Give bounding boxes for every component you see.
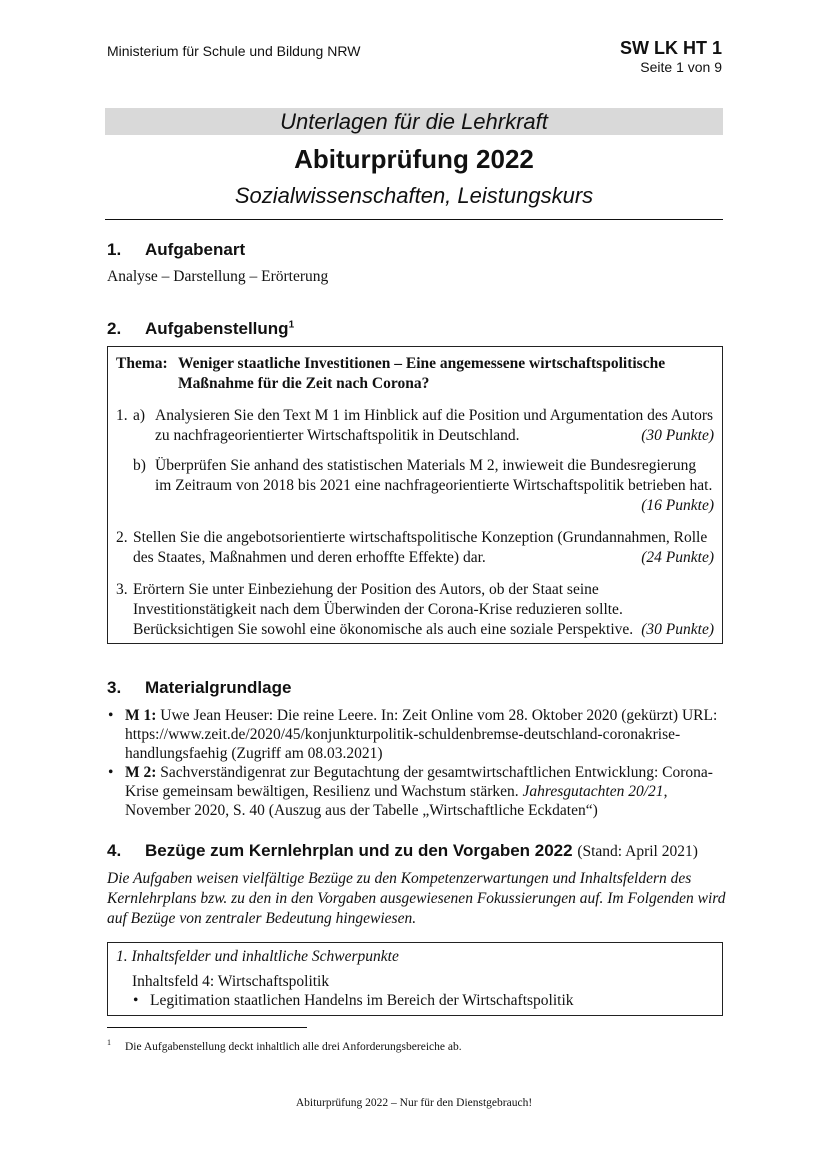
material-item: • M 1: Uwe Jean Heuser: Die reine Leere. In: Zeit Online vom 28. Oktober 2020 (gekürzt) URL: https://www.zeit.de/2020/45/konjunkturpolitik-schuldenbremse-deutschland-coronakrise-handlungsfaehig (Zugriff am 08.03.2021)	[107, 706, 723, 763]
header-right	[620, 38, 722, 75]
task-1a: a) Analysieren Sie den Text M 1 im Hinblick auf die Position und Argumentation des Autors zu nachfrageorientierter Wirtschaftspolitik in Deutschland. (30 Punkte)	[133, 407, 714, 444]
exam-code: SW LK HT 1	[620, 38, 722, 58]
materials-list	[107, 706, 723, 820]
focus-list	[116, 991, 714, 1010]
content-field: Inhaltsfeld 4: Wirtschaftspolitik	[132, 973, 330, 990]
page-title: Abiturprüfung 2022	[294, 144, 534, 174]
section-3	[107, 678, 723, 820]
section-heading: 3. Materialgrundlage	[107, 678, 292, 697]
page-subtitle: Sozialwissenschaften, Leistungskurs	[234, 183, 594, 208]
material-item: • M 2: Sachverständigenrat zur Begutachtung der gesamtwirtschaftlichen Entwicklung: Corona-Krise gemeinsam bewältigen, Resilienz und Wachstum stärken. Jahresgutachten 20/21, November 2020, S. 40 (Auszug aus der Tabelle „Wirtschaftliche Eckdaten“)	[107, 763, 723, 820]
section-heading: 1. Aufgabenart	[107, 240, 246, 259]
curriculum-box	[107, 942, 723, 1016]
banner: Unterlagen für die Lehrkraft	[105, 108, 723, 135]
task-box	[107, 346, 723, 644]
footnote-mark: 1	[288, 319, 295, 331]
divider	[105, 219, 723, 220]
footnote-divider	[107, 1027, 307, 1028]
section-2	[107, 319, 723, 339]
task-2: 2. Stellen Sie die angebotsorientierte wirtschaftspolitische Konzeption (Grundannahmen, Rolle des Staates, Maßnahmen und deren erhoffte Effekte) dar. (24 Punkte)	[116, 529, 714, 566]
ministry-name: Ministerium für Schule und Bildung NRW	[107, 43, 361, 59]
task-3: 3. Erörtern Sie unter Einbeziehung der Position des Autors, ob der Staat seine Investitionstätigkeit nach dem Überwinden der Corona-Krise reduzieren sollte. Berücksichtigen Sie sowohl eine ökonomische als auch eine soziale Perspektive. (30 Punkte)	[116, 581, 714, 638]
section-heading: 2. Aufgabenstellung$^1$	[107, 319, 295, 338]
section-1	[107, 240, 723, 286]
task-type: Analyse – Darstellung – Erörterung	[107, 268, 329, 285]
box-heading: 1. Inhaltsfelder und inhaltliche Schwerpunkte	[116, 948, 399, 965]
page-number: Seite 1 von 9	[640, 59, 722, 75]
page-footer: Abiturprüfung 2022 – Nur für den Dienstgebrauch!	[295, 1097, 533, 1109]
task-1b: b) Überprüfen Sie anhand des statistischen Materials M 2, inwieweit die Bundesregierung im Zeitraum von 2018 bis 2021 eine nachfrageorientierte Wirtschaftspolitik betrieben hat. (16 Punkte)	[133, 457, 714, 514]
section-4	[107, 841, 727, 929]
focus-item: • Legitimation staatlichen Handelns im Bereich der Wirtschaftspolitik	[132, 991, 714, 1010]
task-1: 1. a) Analysieren Sie den Text M 1 im Hinblick auf die Position und Argumentation des Autors zu nachfrageorientierter Wirtschaftspolitik in Deutschland. (30 Punkte) b) Überprüfen Sie anhand des statistischen Materials M 2, inwieweit die Bundesregierung im Zeitraum von 2018 bis 2021 eine nachfrageorientierte Wirtschaftspolitik betrieben hat. (16 Punkte)	[116, 407, 714, 514]
theme: Thema: Weniger staatliche Investitionen – Eine angemessene wirtschaftspolitische Maßnahme für die Zeit nach Corona?	[116, 355, 666, 392]
section-intro: Die Aufgaben weisen vielfältige Bezüge zu den Kompetenzerwartungen und Inhaltsfeldern des Kernlehrplans bzw. zu den in den Vorgaben ausgewiesenen Fokussierungen auf. Im Folgenden wird auf Bezüge von zentraler Bedeutung hingewiesen.	[107, 870, 726, 927]
footnote: $^1$ Die Aufgabenstellung deckt inhaltlich alle drei Anforderungsbereiche ab.	[107, 1038, 462, 1053]
section-heading: 4. Bezüge zum Kernlehrplan und zu den Vorgaben 2022 (Stand: April 2021)	[107, 841, 698, 860]
